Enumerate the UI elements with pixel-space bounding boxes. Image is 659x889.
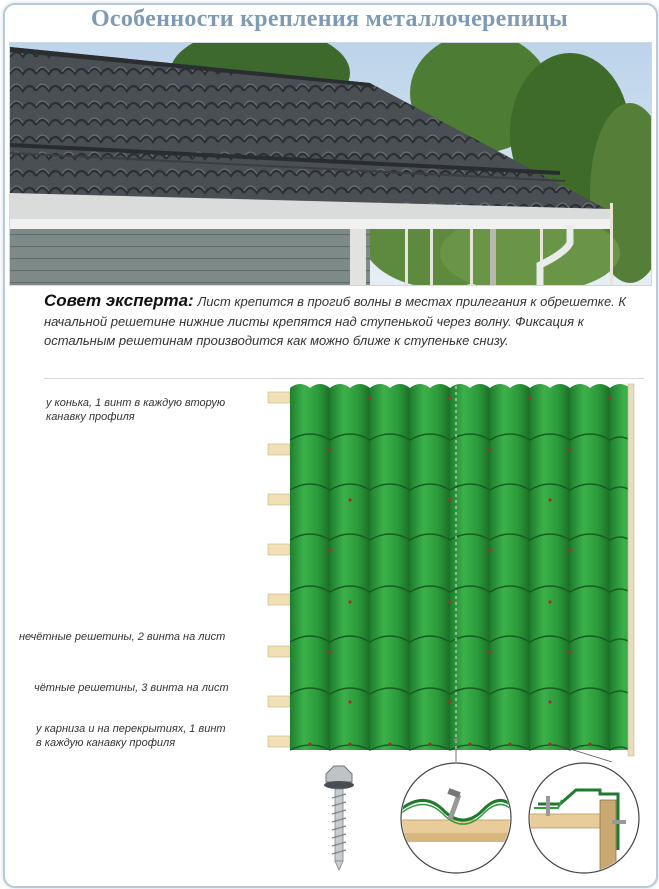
roof-photo bbox=[9, 42, 652, 286]
detail-circle-eaves bbox=[528, 763, 639, 880]
label-eaves bbox=[36, 722, 226, 750]
tip-text: Лист крепится в прогиб волны в местах прилегания к обрешетке. К начальной решетине нижние листы крепятся над ступенькой через волну. Фиксация к остальным решетинам производится как можно ближе к ступеньке снизу. bbox=[44, 294, 627, 348]
detail-views bbox=[300, 760, 650, 880]
label-ridge-line1: у конька, 1 винт в каждую вторую bbox=[46, 397, 226, 409]
expert-tip bbox=[44, 291, 644, 351]
label-eaves-line2: в каждую канавку профиля bbox=[36, 737, 176, 749]
detail-circle-wave bbox=[400, 763, 512, 873]
label-even-battens: чётные решетины, 3 винта на лист bbox=[34, 682, 229, 694]
label-odd-battens: нечётные решетины, 2 винта на лист bbox=[19, 631, 226, 643]
sheet-diagram bbox=[262, 378, 654, 762]
screw-icon bbox=[324, 766, 354, 870]
label-ridge bbox=[46, 396, 225, 424]
page-title: Особенности крепления металлочерепицы bbox=[90, 6, 569, 32]
label-eaves-line1: у карниза и на перекрытиях, 1 винт bbox=[36, 723, 226, 735]
tip-heading: Совет эксперта: bbox=[44, 291, 194, 310]
label-ridge-line2: канавку профиля bbox=[46, 411, 135, 423]
